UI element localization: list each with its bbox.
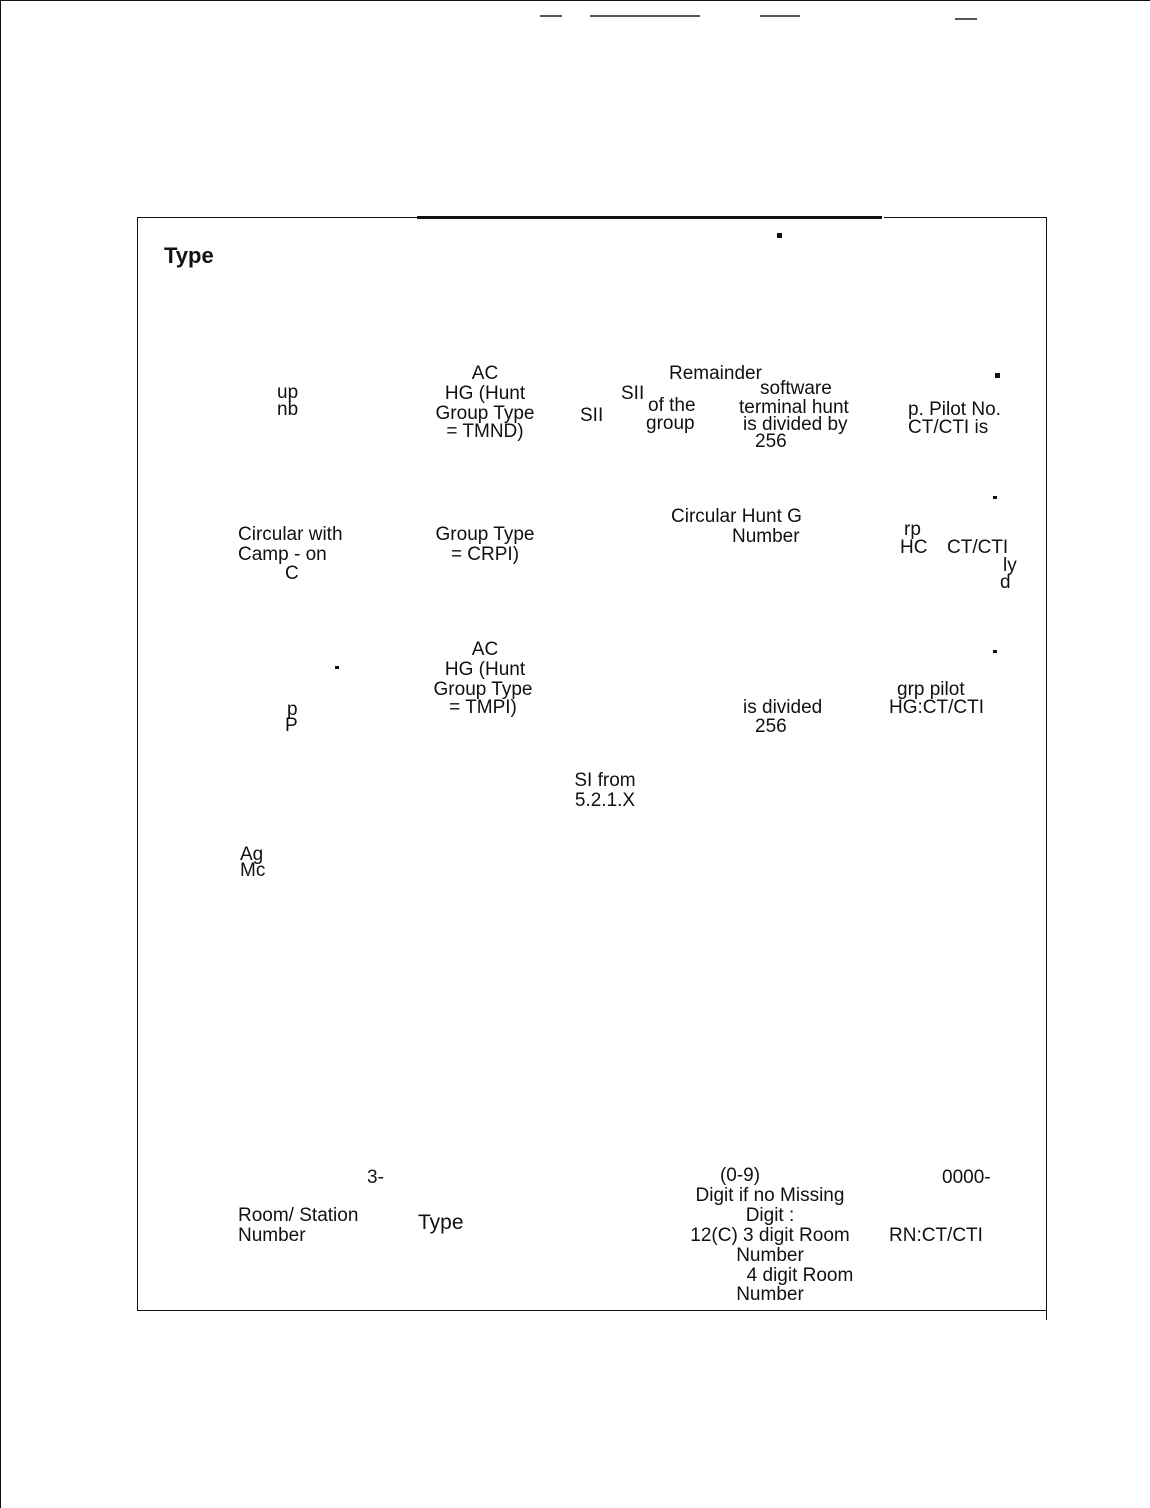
row6-col1-line2: Number	[238, 1225, 306, 1246]
row6-col5-line1: 0000-	[942, 1167, 991, 1188]
row2-col5-line2: HC	[900, 537, 928, 558]
table-right-border	[1046, 217, 1047, 1320]
row6-col4-line1: (0-9)	[719, 1165, 761, 1186]
row1-col1-line1: up	[277, 382, 299, 403]
row1-col3-of-the: of the	[648, 395, 696, 416]
row1-col2-line4: = TMND)	[446, 421, 524, 442]
row6-col4-line2: Digit if no Missing	[695, 1185, 845, 1206]
row1-col4-line4: is divided by	[743, 414, 848, 435]
row1-col4-line1: Remainder	[669, 363, 762, 384]
row6-col4-line6: 4 digit Room	[746, 1265, 854, 1286]
row6-col1-line1: Room/ Station	[238, 1205, 359, 1226]
row6-col4-line5: Number	[736, 1245, 804, 1266]
row3-col5-line1: grp pilot	[897, 679, 965, 700]
row1-col5-line2: CT/CTI is	[908, 417, 989, 438]
bullet-mark	[995, 373, 1000, 378]
bullet-mark	[777, 233, 782, 238]
row2-col4-line1: Circular Hunt G	[671, 506, 802, 527]
row1-col2-line3: Group Type	[435, 403, 535, 424]
row3-col4-line1: is divided	[743, 697, 823, 718]
table-left-border	[137, 217, 138, 1311]
row4-col3-line2: 5.2.1.X	[574, 790, 636, 811]
row1-col3-group: group	[646, 413, 695, 434]
row3-col2-line2: HG (Hunt	[444, 659, 526, 680]
table-top-border-heavy	[417, 216, 882, 219]
row1-col2-line1: AC	[471, 363, 499, 384]
row2-col5-line1: rp	[904, 519, 921, 540]
row6-col5-line2: RN:CT/CTI	[889, 1225, 983, 1246]
row6-col2-line1: Type	[418, 1211, 464, 1234]
row3-col2-line1: AC	[471, 639, 499, 660]
bullet-mark	[993, 650, 997, 653]
page-top-rule	[0, 0, 1150, 1]
row2-col5-line3: CT/CTI	[947, 537, 1009, 558]
row1-col1-line2: nb	[277, 399, 299, 420]
row2-col4-line2: Number	[732, 526, 800, 547]
bullet-mark	[993, 496, 997, 499]
row2-col2-line1: Group Type	[435, 524, 535, 545]
row2-col2-line2: = CRPI)	[450, 544, 520, 565]
row3-col1-line1: p	[287, 699, 298, 720]
bullet-mark	[335, 666, 339, 669]
row6-col4-line3: Digit :	[745, 1205, 795, 1226]
page-left-rule	[0, 0, 1, 1508]
row3-col1-line2: P	[285, 715, 298, 736]
scan-artifact	[590, 15, 700, 17]
table-bottom-border	[137, 1310, 1047, 1311]
table-top-border	[884, 217, 1046, 218]
row6-col1-top: 3-	[367, 1167, 384, 1188]
row1-col5-line1: p. Pilot No.	[908, 399, 1001, 420]
row1-col3-sii-2: SII	[580, 405, 604, 426]
row4-col3-line1: SI from	[574, 770, 636, 791]
row1-col4-line3: terminal hunt	[739, 397, 849, 418]
row3-col2-line4: = TMPI)	[449, 697, 517, 718]
row3-col5-line2: HG:CT/CTI	[889, 697, 984, 718]
row2-col1-line2: Camp - on	[238, 544, 327, 565]
row2-col1-line3: C	[285, 563, 299, 584]
row1-col3-sii-1: SII	[621, 383, 645, 404]
row2-col5-line4: ly	[1003, 555, 1017, 576]
scan-artifact	[760, 15, 800, 17]
scan-artifact	[540, 15, 562, 17]
row1-col4-line5: 256	[755, 431, 787, 452]
scan-artifact	[955, 18, 977, 20]
row1-col2-line2: HG (Hunt	[444, 383, 526, 404]
row2-col5-line5: d	[1000, 572, 1011, 593]
column-header-type: Type	[164, 243, 214, 268]
row5-col1-line2: Mc	[240, 860, 266, 881]
row5-col1-line1: Ag	[240, 844, 264, 865]
row1-col4-line2: software	[760, 378, 832, 399]
row6-col4-line7: Number	[736, 1284, 804, 1305]
row3-col2-line3: Group Type	[433, 679, 533, 700]
row2-col1-line1: Circular with	[238, 524, 343, 545]
table-top-border	[137, 217, 417, 218]
row6-col4-line4: 12(C) 3 digit Room	[690, 1225, 850, 1246]
row3-col4-line2: 256	[755, 716, 787, 737]
